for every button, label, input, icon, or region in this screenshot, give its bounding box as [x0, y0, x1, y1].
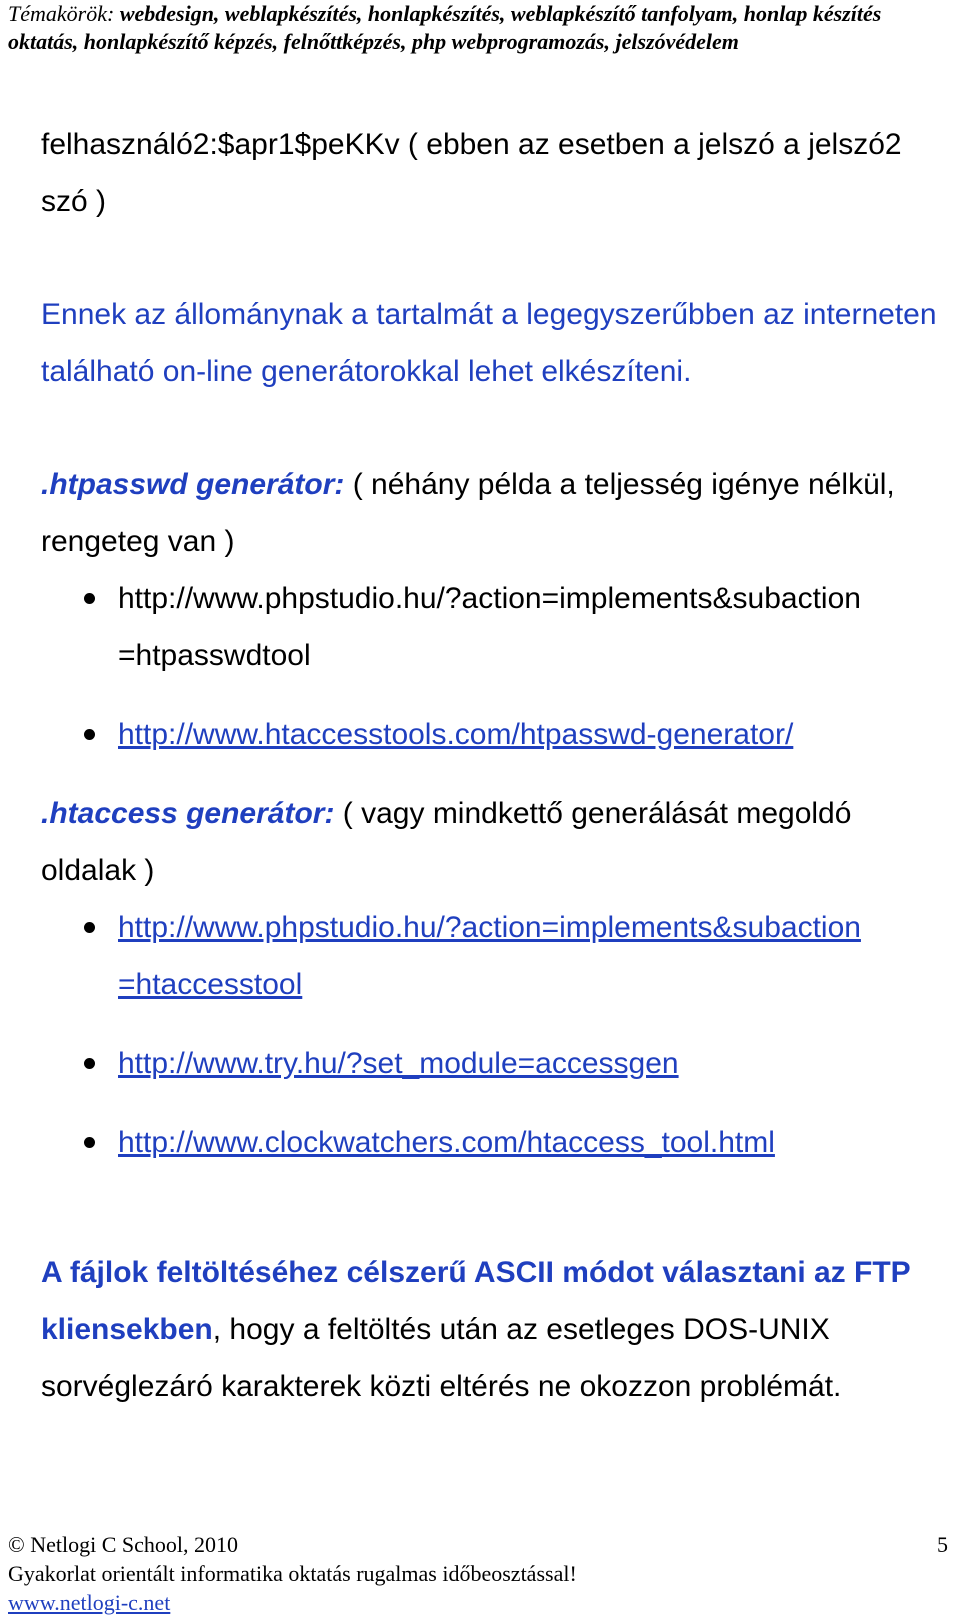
bullet-icon	[84, 1058, 95, 1069]
bullet-icon	[84, 922, 95, 933]
plain-url-line: http://www.phpstudio.hu/?action=implements&subaction	[118, 582, 861, 615]
bullet-icon	[84, 593, 95, 604]
htpasswd-link-list	[41, 570, 941, 763]
htaccess-link-list	[41, 899, 941, 1171]
phpstudio-htaccess-link-cont[interactable]: =htaccesstool	[118, 968, 303, 1001]
main-content	[41, 116, 941, 1415]
list-item	[41, 899, 941, 1013]
page-footer	[8, 1530, 948, 1617]
list-item	[41, 1114, 941, 1171]
ascii-mode-paragraph	[41, 1244, 941, 1415]
footer-slogan: Gyakorlat orientált informatika oktatás rugalmas időbeosztással!	[8, 1561, 577, 1586]
htaccess-note: ( vagy mindkettő generálását megoldó oldalak )	[41, 797, 852, 887]
clockwatchers-link[interactable]: http://www.clockwatchers.com/htaccess_tool.html	[118, 1126, 775, 1159]
generator-intro: Ennek az állománynak a tartalmát a legegyszerűbben az interneten található on-line generátorokkal lehet elkészíteni.	[41, 298, 937, 388]
list-item	[41, 706, 941, 763]
plain-url-line: =htpasswdtool	[118, 639, 311, 672]
htaccess-heading: .htaccess generátor:	[41, 797, 335, 830]
list-item	[41, 1035, 941, 1092]
htaccess-paragraph	[41, 785, 941, 899]
credential-line: felhasználó2:$apr1$peKKv ( ebben az esetben a jelszó a jelszó2 szó )	[41, 128, 902, 218]
try-hu-link[interactable]: http://www.try.hu/?set_module=accessgen	[118, 1047, 679, 1080]
page-number: 5	[937, 1532, 948, 1557]
header-prefix: Témakörök:	[8, 1, 115, 26]
copyright: © Netlogi C School, 2010	[8, 1532, 238, 1557]
list-item	[41, 570, 941, 684]
htpasswd-heading: .htpasswd generátor:	[41, 468, 345, 501]
bullet-icon	[84, 1137, 95, 1148]
phpstudio-htaccess-link[interactable]: http://www.phpstudio.hu/?action=implements&subaction	[118, 911, 861, 944]
ascii-mode-rest: , hogy a feltöltés után az esetleges DOS-UNIX sorvéglezáró karakterek közti eltérés ne okozzon problémát.	[41, 1313, 842, 1403]
website-link[interactable]: www.netlogi-c.net	[8, 1590, 171, 1615]
htpasswd-paragraph	[41, 456, 941, 570]
ascii-mode-emphasis: A fájlok feltöltéséhez célszerű ASCII módot választani az FTP kliensekben	[41, 1256, 911, 1346]
htpasswd-note: ( néhány példa a teljesség igénye nélkül, rengeteg van )	[41, 468, 895, 558]
htaccesstools-link[interactable]: http://www.htaccesstools.com/htpasswd-generator/	[118, 718, 794, 751]
header-topics: webdesign, weblapkészítés, honlapkészítés, weblapkészítő tanfolyam, honlap készítés oktatás, honlapkészítő képzés, felnőttképzés, php webprogramozás, jelszóvédelem	[8, 1, 882, 54]
bullet-icon	[84, 729, 95, 740]
page-header	[8, 0, 948, 56]
